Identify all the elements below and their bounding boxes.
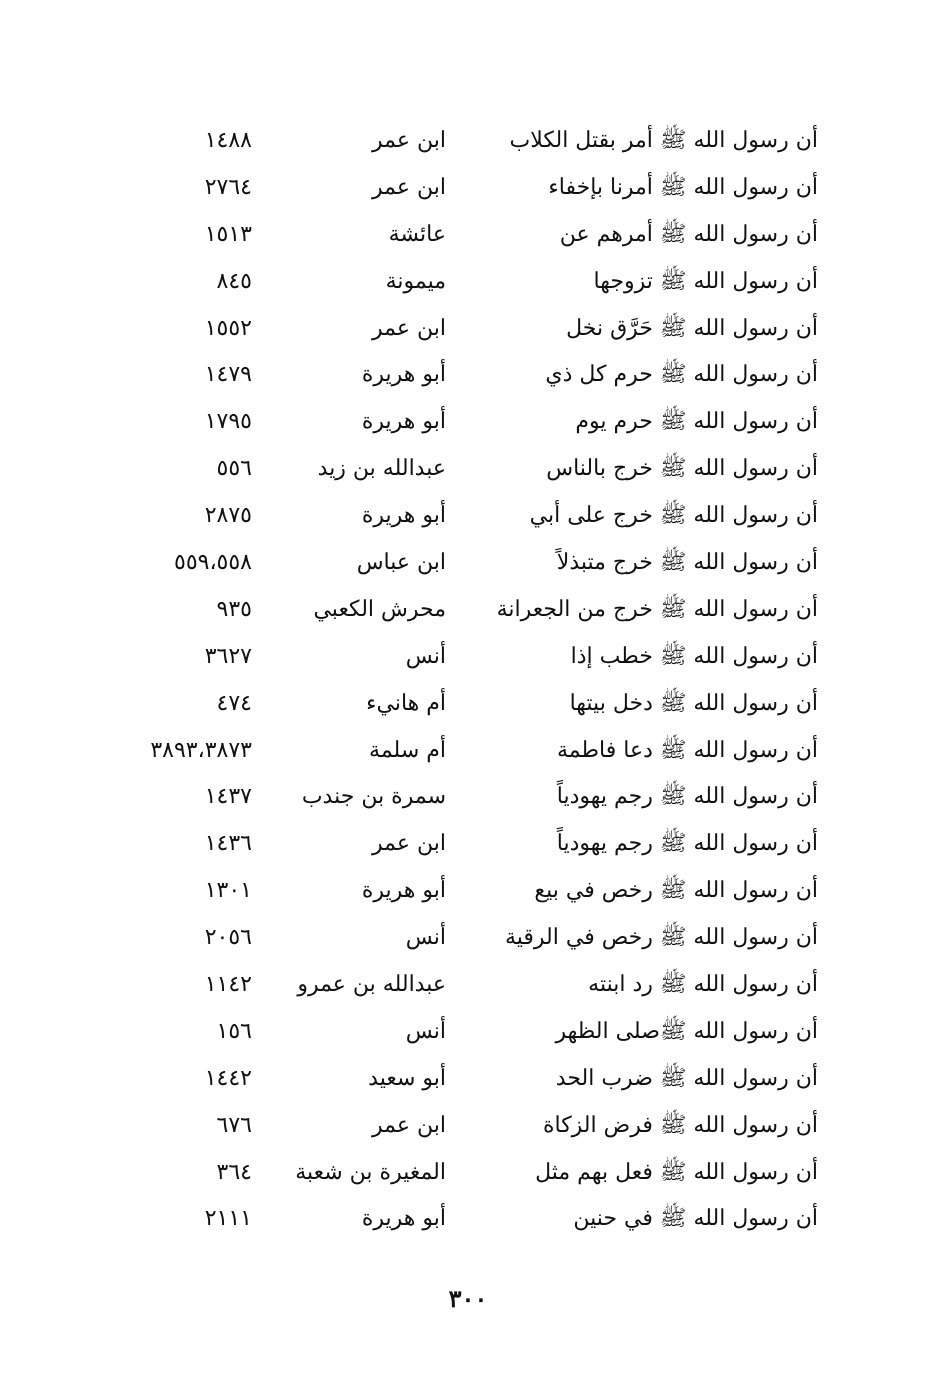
hadith-reference-number: ٢٠٥٦ — [204, 925, 252, 951]
hadith-opening-text: أن رسول الله ﷺ رد ابنته — [588, 972, 818, 998]
index-row — [0, 495, 936, 542]
index-row — [0, 214, 936, 261]
hadith-opening-text: أن رسول الله ﷺ دعا فاطمة — [557, 737, 818, 763]
hadith-opening-text: أن رسول الله ﷺ أمرنا بإخفاء — [548, 174, 818, 200]
hadith-opening-text: أن رسول الله ﷺ خرج بالناس — [546, 456, 818, 482]
index-row — [0, 1011, 936, 1058]
narrator-name: ابن عمر — [372, 1112, 446, 1138]
narrator-name: ابن عمر — [372, 315, 446, 341]
hadith-reference-number: ٨٤٥ — [216, 268, 252, 294]
index-row — [0, 589, 936, 636]
index-row — [0, 1105, 936, 1152]
hadith-opening-text: أن رسول الله ﷺ دخل بيتها — [569, 690, 818, 716]
hadith-opening-text: أن رسول الله ﷺ رجم يهودياً — [556, 831, 818, 857]
hadith-opening-text: أن رسول الله ﷺ حرم كل ذي — [545, 362, 818, 388]
hadith-opening-text: أن رسول الله ﷺ رخص في بيع — [534, 878, 818, 904]
index-row — [0, 448, 936, 495]
hadith-reference-number: ١٤٤٢ — [204, 1065, 252, 1091]
hadith-opening-text: أن رسول الله ﷺصلى الظهر — [555, 1018, 818, 1044]
index-row — [0, 917, 936, 964]
index-row — [0, 823, 936, 870]
hadith-opening-text: أن رسول الله ﷺ أمر بقتل الكلاب — [509, 128, 818, 153]
hadith-opening-text: أن رسول الله ﷺ رخص في الرقية — [504, 925, 818, 951]
narrator-name: أم هانيء — [366, 690, 446, 716]
narrator-name: أبو سعيد — [368, 1065, 446, 1091]
index-row — [0, 1198, 936, 1245]
index-row — [0, 542, 936, 589]
hadith-reference-number: ١١٤٢ — [204, 972, 252, 998]
hadith-opening-text: أن رسول الله ﷺ خرج من الجعرانة — [496, 596, 818, 622]
hadith-opening-text: أن رسول الله ﷺ خرج متبذلاً — [556, 550, 818, 576]
hadith-opening-text: أن رسول الله ﷺ فعل بهم مثل — [535, 1159, 818, 1185]
index-row — [0, 964, 936, 1011]
page-number: ٣٠٠ — [448, 1284, 488, 1313]
hadith-opening-text: أن رسول الله ﷺ خطب إذا — [570, 643, 818, 669]
hadith-reference-number: ٥٥٩،٥٥٨ — [174, 550, 252, 576]
hadith-reference-number: ١٧٩٥ — [204, 409, 252, 435]
narrator-name: ميمونة — [385, 268, 446, 294]
narrator-name: أنس — [405, 643, 446, 669]
narrator-name: عبدالله بن زيد — [317, 456, 446, 482]
hadith-reference-number: ٢١١١ — [204, 1206, 252, 1232]
hadith-opening-text: أن رسول الله ﷺ فرض الزكاة — [542, 1112, 818, 1138]
index-row — [0, 636, 936, 683]
index-row — [0, 683, 936, 730]
hadith-opening-text: أن رسول الله ﷺ رجم يهودياً — [556, 784, 818, 810]
hadith-reference-number: ١٤٣٧ — [204, 784, 252, 810]
hadith-reference-number: ٢٧٦٤ — [204, 174, 252, 200]
hadith-reference-number: ١٤٣٦ — [204, 831, 252, 857]
hadith-reference-number: ٢٨٧٥ — [204, 503, 252, 529]
hadith-reference-number: ٦٧٦ — [216, 1112, 252, 1138]
narrator-name: ابن عمر — [372, 831, 446, 857]
narrator-name: ابن عمر — [372, 174, 446, 200]
narrator-name: أم سلمة — [369, 737, 446, 763]
index-row — [0, 730, 936, 777]
narrator-name: أنس — [405, 1018, 446, 1044]
narrator-name: ابن عمر — [372, 128, 446, 153]
narrator-name: أبو هريرة — [361, 503, 446, 529]
narrator-name: ابن عباس — [356, 550, 446, 576]
index-row — [0, 261, 936, 308]
hadith-reference-number: ٣٦٢٧ — [204, 643, 252, 669]
narrator-name: أنس — [405, 925, 446, 951]
hadith-reference-number: ١٤٨٨ — [204, 128, 252, 153]
hadith-opening-text: أن رسول الله ﷺ ضرب الحد — [555, 1065, 818, 1091]
narrator-name: أبو هريرة — [361, 878, 446, 904]
narrator-name: أبو هريرة — [361, 409, 446, 435]
index-row — [0, 308, 936, 355]
hadith-opening-text: أن رسول الله ﷺ تزوجها — [593, 268, 818, 294]
hadith-reference-number: ٩٣٥ — [216, 596, 252, 622]
hadith-reference-number: ٥٥٦ — [216, 456, 252, 482]
narrator-name: محرش الكعبي — [313, 596, 446, 622]
narrator-name: أبو هريرة — [361, 1206, 446, 1232]
index-row — [0, 776, 936, 823]
hadith-opening-text: أن رسول الله ﷺ أمرهم عن — [559, 221, 818, 247]
index-row — [0, 120, 936, 167]
narrator-name: أبو هريرة — [361, 362, 446, 388]
index-row — [0, 870, 936, 917]
narrator-name: عبدالله بن عمرو — [297, 972, 446, 998]
narrator-name: المغيرة بن شعبة — [295, 1159, 446, 1185]
narrator-name: سمرة بن جندب — [301, 784, 446, 810]
hadith-reference-number: ١٥٦ — [216, 1018, 252, 1044]
index-row — [0, 354, 936, 401]
hadith-reference-number: ١٤٧٩ — [204, 362, 252, 388]
hadith-reference-number: ١٥٥٢ — [204, 315, 252, 341]
hadith-reference-number: ١٣٠١ — [204, 878, 252, 904]
hadith-index-table — [0, 120, 936, 1245]
index-row — [0, 1152, 936, 1199]
hadith-reference-number: ٤٧٤ — [216, 690, 252, 716]
hadith-opening-text: أن رسول الله ﷺ حرم يوم — [575, 409, 818, 435]
hadith-reference-number: ٣٦٤ — [216, 1159, 252, 1185]
hadith-opening-text: أن رسول الله ﷺ خرج على أبي — [529, 503, 818, 529]
index-row — [0, 167, 936, 214]
index-row — [0, 1058, 936, 1105]
hadith-reference-number: ١٥١٣ — [204, 221, 252, 247]
hadith-opening-text: أن رسول الله ﷺ في حنين — [573, 1206, 818, 1232]
hadith-reference-number: ٣٨٩٣،٣٨٧٣ — [150, 737, 252, 763]
narrator-name: عائشة — [388, 221, 446, 247]
hadith-opening-text: أن رسول الله ﷺ حَرَّق نخل — [566, 315, 818, 341]
index-row — [0, 401, 936, 448]
